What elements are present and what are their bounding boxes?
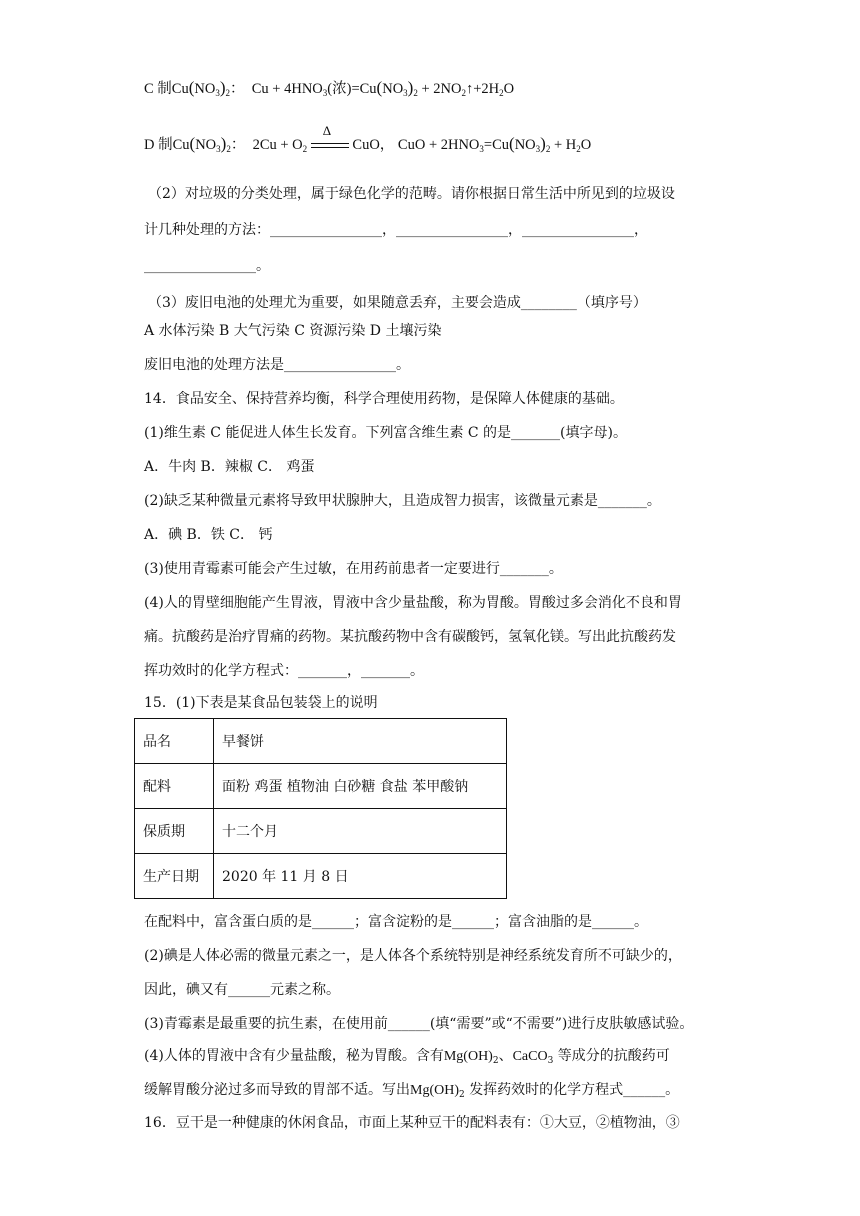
q13-part2: （2）对垃圾的分类处理，属于绿色化学的范畴。请你根据日常生活中所见到的垃圾设 [148,186,675,202]
q15-part2-line1: (2)碘是人体必需的微量元素之一，是人体各个系统特别是神经系统发育所不可缺少的， [144,948,682,964]
table-value: 十二个月 [214,809,507,854]
q14-part4-line1: (4)人的胃壁细胞能产生胃液，胃液中含少量盐酸，称为胃酸。胃酸过多会消化不良和胃 [144,595,682,611]
q14-part3: (3)使用青霉素可能会产生过敏，在用药前患者一定要进行_______。 [144,561,563,577]
q16-stem: 16．豆干是一种健康的休闲食品，市面上某种豆干的配料表有：①大豆，②植物油，③ [144,1115,680,1131]
q14-part4-line2: 痛。抗酸药是治疗胃痛的药物。某抗酸药物中含有碳酸钙，氢氧化镁。写出此抗酸药发 [144,629,676,645]
table-row [135,719,507,764]
table-row [135,809,507,854]
q15-part2-line2: 因此，碘又有______元素之称。 [144,982,340,998]
option-label: D 制 [144,137,173,153]
table-row [135,764,507,809]
q14-part2: (2)缺乏某种微量元素将导致甲状腺肿大，且造成智力损害，该微量元素是_______。 [144,493,661,509]
q14-stem: 14．食品安全、保持营养均衡，科学合理使用药物，是保障人体健康的基础。 [144,391,624,407]
q14-part1-options: A．牛肉 B．辣椒 C． 鸡蛋 [144,459,315,475]
q13-part3: （3）废旧电池的处理尤为重要，如果随意丢弃，主要会造成________（填序号） [148,295,647,311]
table-value: 早餐饼 [214,719,507,764]
option-d-formula: D 制$Cu(NO_3)_2$： $2Cu + O_2$ Δ CuO， CuO + $2HNO_3=Cu(NO_3)_2 + H_2O$ [144,122,592,154]
q14-part2-options: A．碘 B．铁 C． 钙 [144,527,273,543]
q13-part2-blank-last: ________________。 [144,258,270,274]
table-value: 面粉 鸡蛋 植物油 白砂糖 食盐 苯甲酸钠 [214,764,507,809]
q15-part4-line1: (4)人体的胃液中含有少量盐酸，秘为胃酸。含有$Mg(OH)_2$、CaCO$_3$ 等成分的抗酸药可 [144,1048,670,1066]
table-key: 保质期 [135,809,214,854]
heating-condition: Δ [311,141,349,151]
table-key: 生产日期 [135,854,214,899]
q14-part1: (1)维生素 C 能促进人体生长发育。下列富含维生素 C 的是_______(填字母)。 [144,425,627,441]
q14-part4-line3: 挥功效时的化学方程式：_______，_______。 [144,663,424,679]
q15-part3: (3)青霉素是最重要的抗生素，在使用前______(填“需要”或“不需要”)进行皮肤敏感试验。 [144,1016,694,1032]
table-key: 配料 [135,764,214,809]
q13-part2-blanks: 计几种处理的方法：________________，________________，________________， [144,222,648,238]
table-row [135,854,507,899]
table-value: 2020 年 11 月 8 日 [214,854,507,899]
q13-part3-options: A 水体污染 B 大气污染 C 资源污染 D 土壤污染 [144,323,442,339]
q13-part3-method: 废旧电池的处理方法是________________。 [144,357,410,373]
q15-part1: 在配料中，富含蛋白质的是______；富含淀粉的是______；富含油脂的是______。 [144,914,648,930]
q15-stem: 15．(1)下表是某食品包装袋上的说明 [144,695,378,711]
option-c-formula: C 制$Cu(NO_3)_2$： $Cu + 4HNO_3$(浓)$=Cu(NO_3)_2$ + $2NO_2↑+2H_2O$ [144,78,515,98]
option-label: C 制 [144,81,172,97]
table-key: 品名 [135,719,214,764]
q15-part4-line2: 缓解胃酸分泌过多而导致的胃部不适。写出$Mg(OH)_2$ 发挥药效时的化学方程式______。 [144,1082,680,1100]
food-label-table [134,718,507,899]
